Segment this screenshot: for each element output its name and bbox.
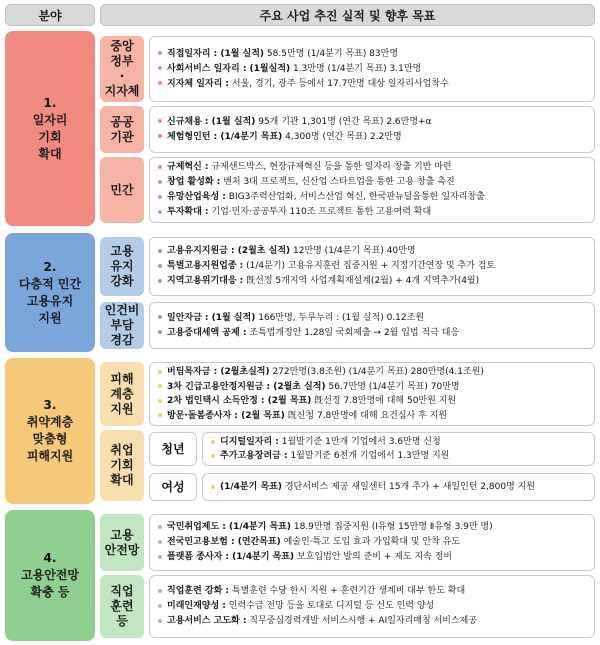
item-detail: 조특법개정안 1.28일 국회제출 → 2월 입법 적극 대응: [246, 327, 460, 338]
content-box: [149, 575, 595, 638]
list-item: [158, 191, 590, 204]
sub-label-line: 민간: [110, 182, 134, 197]
bullet-icon: [158, 119, 162, 123]
sub-label-line: 정부: [110, 54, 134, 68]
sub-label-line: 지원: [110, 401, 134, 416]
content-box: [149, 514, 595, 571]
bullet-icon: [158, 51, 162, 55]
item-detail: 4,300명 (연간 목표) 2.2만명: [282, 131, 402, 142]
item-detail: 특별훈련 수당 한시 지원 + 훈련기간 생계비 대부 한도 확대: [229, 586, 466, 596]
item-detail: 56.7만명 (1/4분기 목표) 70만명: [325, 381, 460, 392]
list-item: [158, 536, 590, 549]
item-key: 창업 활성화 :: [167, 177, 221, 187]
item-detail: 272만명(3.8조원) (1/4분기 목표) 280만명(4.1조원): [269, 367, 484, 377]
subcategory-label: [100, 575, 144, 638]
item-key: 고용증대세액 공제 :: [167, 327, 247, 338]
subcategory-label: [100, 157, 144, 223]
sub-label-line: 경감: [110, 333, 134, 347]
content-box: [149, 237, 595, 296]
bullet-icon: [211, 485, 215, 489]
section-label-line: 기회: [38, 129, 62, 144]
header-content: 주요 사업 추진 실적 및 향후 목표: [100, 4, 595, 26]
list-item: [158, 312, 590, 325]
item-key: 3차 긴급고용안정지원금 : (2월초 실적): [167, 381, 326, 392]
sub-label-line: 확대: [110, 473, 134, 487]
section-label-line: 3.: [43, 398, 57, 412]
subcategory-label: [100, 362, 144, 426]
item-detail: 경단서비스 제공 새일센터 15개 추가 + 새일인턴 2,800명 지원: [281, 482, 536, 492]
item-detail: 예술인·특고 도입 효과 가입확대 및 안착 유도: [280, 537, 461, 547]
item-detail: 166만명, 두루누리 : (1월 실적) 0.12조원: [255, 312, 425, 323]
item-key: 신규채용 : (1월 실적): [167, 116, 256, 127]
sub-label-line: 유지: [110, 259, 134, 273]
item-key: 특별고용지원업종 :: [167, 261, 244, 271]
bullet-icon: [158, 413, 162, 417]
item-key: 체험형인턴 : (1/4분기 목표): [167, 131, 283, 142]
item-detail: 인력수급 전망 등을 토대로 디지털 등 선도 인력 양성: [225, 601, 435, 611]
list-item: [158, 63, 590, 76]
bullet-icon: [158, 384, 162, 388]
content-box: [149, 362, 595, 426]
item-key: 직업훈련 강화 :: [167, 586, 230, 596]
sub-label-line: 기회: [110, 458, 134, 472]
section-label-line: 일자리: [32, 112, 68, 127]
bullet-icon: [158, 210, 162, 214]
list-item: [158, 176, 590, 189]
subcategory-label: [100, 430, 144, 501]
sub-label-line: 안전망: [104, 542, 140, 557]
list-item: [211, 481, 590, 494]
sub-label-line: 강화: [110, 274, 134, 288]
item-detail: 旣신청 7.8만명에 대해 요건심사 후 지원: [284, 410, 448, 421]
bullet-icon: [158, 195, 162, 199]
item-detail: 1.3만명 (1/4분기 목표) 3.1만명: [290, 63, 422, 74]
list-item: [158, 48, 590, 61]
sub-label-line: 기관: [110, 129, 134, 144]
item-key: 일안자금 : (1월 실적): [167, 312, 256, 323]
sub-label-line: 부담: [110, 318, 134, 332]
bullet-icon: [158, 330, 162, 334]
list-item: [158, 206, 590, 219]
list-item: [158, 521, 590, 534]
item-key: 2차 법인택시 소득안정 : (2월 목표): [167, 396, 312, 406]
section-label-line: 고용안전망: [21, 568, 79, 582]
bullet-icon: [158, 264, 162, 268]
bullet-icon: [158, 249, 162, 253]
sub-label-line: 직업: [110, 584, 134, 598]
item-key: 전국민고용보험 : (연간목표): [167, 537, 281, 547]
subcategory-label: [100, 302, 144, 349]
bullet-icon: [158, 525, 162, 529]
list-item: [211, 450, 590, 463]
item-detail: 12만명 (1/4분기 목표) 40만명: [290, 246, 416, 256]
item-key: 지자체 일자리 :: [167, 78, 230, 89]
item-detail: (1/4분기) 고용유지훈련 집중지원 + 지정기간연장 및 추가 검토: [243, 261, 496, 271]
content-box: [149, 36, 595, 102]
bullet-icon: [158, 81, 162, 85]
item-detail: 서울, 경기, 광주 등에서 17.7만명 대상 일자리사업착수: [229, 78, 449, 89]
item-detail: 직무중심경력개발 서비스시행 + AI일자리매칭 서비스제공: [246, 616, 478, 626]
section-label-line: 4.: [43, 551, 57, 565]
list-item: [158, 381, 590, 394]
item-detail: BIG3주력산업화, 서비스산업 혁신, 한국판뉴딜을통한 일자리창출: [225, 192, 485, 202]
item-key: 유망산업육성 :: [167, 192, 226, 202]
content-box: [202, 432, 595, 466]
item-key: 미래인재양성 :: [167, 601, 226, 611]
sub-label-line: 등: [116, 614, 128, 628]
bullet-icon: [158, 589, 162, 593]
item-key: 버팀목자금 : (2월초실적): [167, 367, 270, 377]
list-item: [158, 78, 590, 91]
item-detail: 18.9만명 집중지원 (Ⅰ유형 15만명 Ⅱ유형 3.9만 명): [290, 522, 493, 532]
bullet-icon: [158, 165, 162, 169]
item-key: 방문·돌봄종사자 : (2월 목표): [167, 410, 285, 421]
list-item: [158, 245, 590, 258]
item-detail: 기업·민자·공공투자 110조 프로젝트 통한 고용여력 확대: [208, 207, 432, 217]
subcategory-label: [100, 106, 144, 153]
bullet-icon: [158, 604, 162, 608]
section-label-line: 고용유지: [26, 293, 74, 308]
sub-label-line: 훈련: [110, 599, 134, 613]
bullet-icon: [158, 555, 162, 559]
item-key: (1/4분기 목표): [220, 482, 282, 492]
item-detail: 규제샌드박스, 현장규제혁신 등을 통한 일자리 창출 기반 마련: [208, 162, 452, 172]
content-box: [149, 157, 595, 223]
bullet-icon: [158, 279, 162, 283]
section-1-label: [5, 31, 95, 226]
bullet-icon: [158, 619, 162, 623]
item-detail: 58.5만명 (1/4분기 목표) 83만명: [264, 48, 399, 59]
content-box: [149, 106, 595, 153]
bullet-icon: [158, 370, 162, 374]
item-key: 투자확대 :: [167, 207, 209, 217]
item-detail: 보호입법안 발의 준비 + 제도 지속 정비: [294, 552, 453, 562]
list-item: [158, 600, 590, 613]
content-box: [149, 302, 595, 349]
section-label-line: 맞춤형: [32, 432, 68, 446]
bullet-icon: [211, 440, 215, 444]
list-item: [158, 327, 590, 340]
sub-label-line: 고용: [110, 527, 134, 542]
sub-label-line: 고용: [110, 244, 134, 258]
item-detail: 1월말기준 1만개 기업에서 3.6만명 신청: [278, 437, 441, 447]
list-item: [158, 366, 590, 379]
subcategory-label: [100, 237, 144, 296]
bullet-icon: [158, 66, 162, 70]
sub-label-line: 계층: [110, 386, 134, 401]
item-key: 고용서비스 고도화 :: [167, 616, 247, 626]
sub-label-line: 취업: [110, 443, 134, 457]
item-key: 지역고용위기대응 :: [167, 276, 244, 286]
item-key: 플랫폼 종사자 : (1/4분기 목표): [167, 552, 295, 562]
item-key: 디지털일자리 :: [220, 437, 279, 447]
bullet-icon: [158, 315, 162, 319]
item-detail: 旣선정 5개지역 사업계획재설계(2월) + 4개 지역추가(4월): [243, 276, 480, 286]
list-item: [158, 116, 590, 129]
list-item: [158, 131, 590, 144]
sub-label-line: 중앙: [110, 39, 134, 53]
section-label-line: 2.: [43, 259, 57, 274]
content-box: [202, 473, 595, 501]
item-detail: 벤처 3대 프로젝트, 신산업 스타트업을 통한 고용 창출 촉진: [220, 177, 455, 187]
sub-label-line: ·: [119, 69, 125, 83]
list-item: [158, 275, 590, 288]
bullet-icon: [158, 180, 162, 184]
header-field: 분야: [5, 4, 95, 26]
item-detail: 1월말기준 6천개 기업에서 1.3만명 지원: [287, 451, 450, 461]
list-item: [158, 260, 590, 273]
item-key: 고용유지지원금 : (2월초 실적): [167, 246, 291, 256]
section-3-label: [5, 358, 95, 504]
group-label: 여성: [149, 473, 197, 501]
section-label-line: 다층적 민간: [18, 276, 82, 291]
bullet-icon: [211, 454, 215, 458]
list-item: [158, 410, 590, 423]
list-item: [158, 161, 590, 174]
item-key: 국민취업제도 : (1/4분기 목표): [167, 522, 291, 532]
item-key: 사회서비스 일자리 : (1월실적): [167, 63, 291, 74]
list-item: [158, 585, 590, 598]
item-detail: 旣선정 7.8만명에 대해 50만원 지원: [311, 396, 457, 406]
section-label-line: 취약계층: [26, 415, 74, 429]
section-label-line: 확대: [38, 146, 62, 161]
sub-label-line: 피해: [110, 371, 134, 386]
item-key: 추가고용장려금 :: [220, 451, 288, 461]
list-item: [158, 551, 590, 564]
section-label-line: 1.: [43, 95, 57, 110]
list-item: [211, 436, 590, 449]
item-key: 규제혁신 :: [167, 162, 209, 172]
bullet-icon: [158, 134, 162, 138]
sub-label-line: 공공: [110, 114, 134, 129]
list-item: [158, 615, 590, 628]
section-4-label: [5, 510, 95, 641]
sub-label-line: 인건비: [104, 303, 140, 317]
bullet-icon: [158, 540, 162, 544]
item-detail: 95개 기관 1,301명 (연간 목표) 2.6만명+α: [255, 116, 432, 127]
subcategory-label: [100, 514, 144, 571]
subcategory-label: [100, 36, 144, 102]
item-key: 직접일자리 : (1월 실적): [167, 48, 265, 59]
sub-label-line: 지자체: [104, 84, 140, 98]
bullet-icon: [158, 399, 162, 403]
section-label-line: 확충 등: [30, 585, 70, 599]
list-item: [158, 395, 590, 408]
group-label: 청년: [149, 432, 197, 466]
section-2-label: [5, 233, 95, 352]
section-label-line: 지원: [38, 310, 62, 325]
section-label-line: 피해지원: [26, 449, 74, 463]
